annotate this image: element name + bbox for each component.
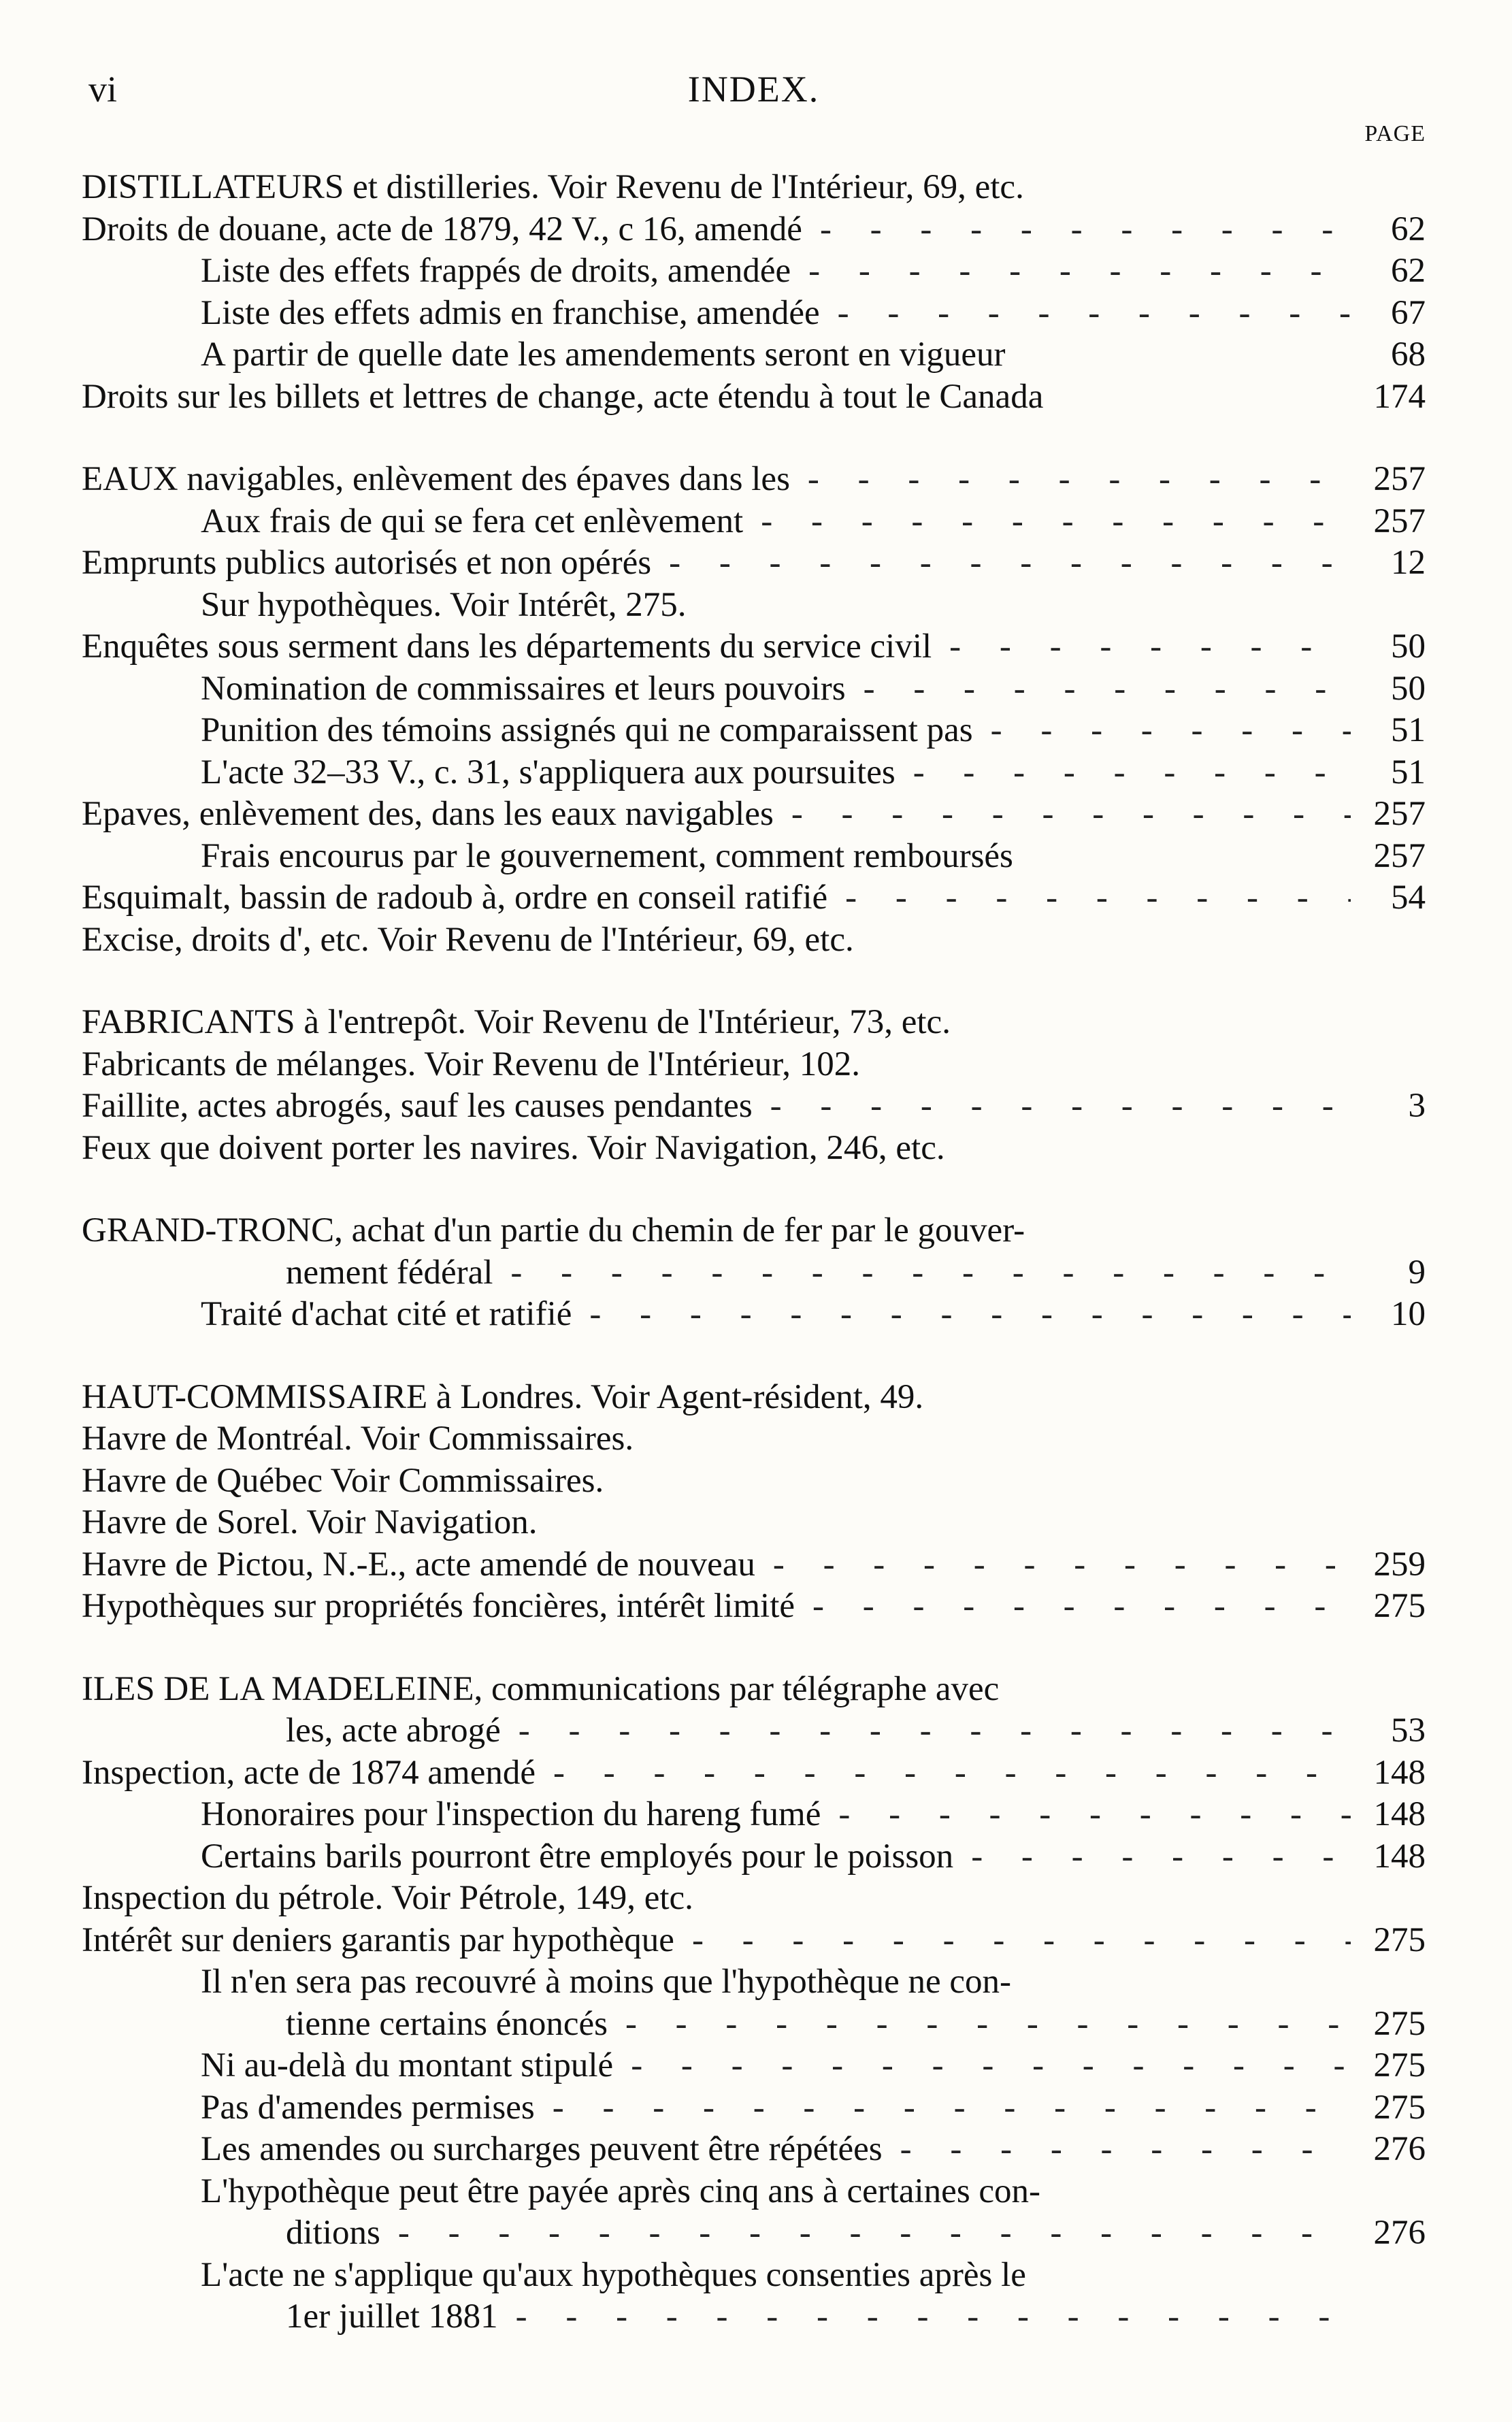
index-entry: ILES DE LA MADELEINE, communications par télégraphe avec	[82, 1669, 1000, 1708]
index-entry: Inspection, acte de 1874 amendé - - - 148	[82, 1752, 1426, 1795]
index-subentry: Nomination de commissaires et leurs pouvoirs - - - 50	[82, 668, 1426, 710]
index-subentry: Liste des effets frappés de droits, amendée - - - 62	[82, 250, 1426, 293]
index-entry: Havre de Montréal. Voir Commissaires.	[82, 1420, 634, 1458]
index-entry: HAUT-COMMISSAIRE à Londres. Voir Agent-résident, 49.	[82, 1377, 924, 1416]
index-entry: Havre de Québec Voir Commissaires.	[82, 1461, 604, 1500]
index-entry: EAUX navigables, enlèvement des épaves dans les - - - 257	[82, 459, 1426, 501]
index-subentry: Sur hypothèques. Voir Intérêt, 275.	[201, 585, 687, 624]
index-entry: Faillite, actes abrogés, sauf les causes pendantes - - - 3	[82, 1085, 1426, 1128]
index-entry: GRAND-TRONC, achat d'un partie du chemin de fer par le gouver-	[82, 1211, 1025, 1249]
index-subentry: Punition des témoins assignés qui ne comparaissent pas - - - 51	[82, 710, 1426, 752]
index-entry: Esquimalt, bassin de radoub à, ordre en conseil ratifié - - - 54	[82, 877, 1426, 919]
index-subentry: Certains barils pourront être employés pour le poisson - - - 148	[82, 1836, 1426, 1878]
index-subentry: Frais encourus par le gouvernement, comment remboursés 257	[201, 836, 1426, 875]
index-entry-continuation: nement fédéral - - - 9	[82, 1252, 1426, 1294]
index-entry: Feux que doivent porter les navires. Voir Navigation, 246, etc.	[82, 1128, 945, 1167]
index-entry: Enquêtes sous serment dans les départements du service civil - - - 50	[82, 626, 1426, 668]
index-page	[82, 68, 1426, 2338]
index-entry: Excise, droits d', etc. Voir Revenu de l'Intérieur, 69, etc.	[82, 920, 854, 959]
index-subentry: L'acte 32–33 V., c. 31, s'appliquera aux poursuites - - - 51	[82, 752, 1426, 794]
index-entries	[82, 167, 1426, 2338]
page-column-label: PAGE	[1364, 121, 1426, 146]
page-header	[82, 68, 1426, 146]
index-entry-continuation: ditions - - - 276	[82, 2212, 1426, 2255]
index-entry: Emprunts publics autorisés et non opérés - - - 12	[82, 542, 1426, 585]
index-entry: Hypothèques sur propriétés foncières, intérêt limité - - - 275	[82, 1586, 1426, 1628]
index-entry: FABRICANTS à l'entrepôt. Voir Revenu de l'Intérieur, 73, etc.	[82, 1003, 951, 1041]
index-subentry: Aux frais de qui se fera cet enlèvement - - - 257	[82, 501, 1426, 543]
index-entry: Inspection du pétrole. Voir Pétrole, 149, etc.	[82, 1879, 693, 1917]
index-entry: Epaves, enlèvement des, dans les eaux navigables - - - 257	[82, 793, 1426, 836]
index-entry: Fabricants de mélanges. Voir Revenu de l'Intérieur, 102.	[82, 1045, 860, 1083]
index-entry: Havre de Pictou, N.-E., acte amendé de nouveau - - - 259	[82, 1544, 1426, 1586]
index-subentry: Les amendes ou surcharges peuvent être répétées - - - 276	[82, 2129, 1426, 2171]
index-subentry: Liste des effets admis en franchise, amendée - - - 67	[82, 293, 1426, 335]
page-number: vi	[88, 69, 118, 110]
index-subentry: Honoraires pour l'inspection du hareng fumé - - - 148	[82, 1794, 1426, 1836]
index-subentry: Traité d'achat cité et ratifié - - - 10	[82, 1294, 1426, 1336]
index-subentry: Pas d'amendes permises - - - 275	[82, 2087, 1426, 2129]
index-subentry: Il n'en sera pas recouvré à moins que l'hypothèque ne con-	[201, 1963, 1011, 2001]
index-subentry: Ni au-delà du montant stipulé - - - 275	[82, 2045, 1426, 2087]
index-entry-continuation: 1er juillet 1881 - - -	[82, 2296, 1426, 2338]
index-entry: Intérêt sur deniers garantis par hypothèque - - - 275	[82, 1920, 1426, 1962]
index-entry: Droits de douane, acte de 1879, 42 V., c 16, amendé - - - 62	[82, 209, 1426, 251]
page-title: INDEX.	[687, 69, 820, 110]
index-entry-continuation: les, acte abrogé - - - 53	[82, 1710, 1426, 1752]
index-entry-continuation: tienne certains énoncés - - - 275	[82, 2003, 1426, 2046]
index-subentry: A partir de quelle date les amendements seront en vigueur 68	[201, 336, 1426, 374]
index-subentry: L'acte ne s'applique qu'aux hypothèques consenties après le	[201, 2255, 1026, 2294]
index-entry: Havre de Sorel. Voir Navigation.	[82, 1503, 538, 1541]
index-entry: DISTILLATEURS et distilleries. Voir Revenu de l'Intérieur, 69, etc.	[82, 168, 1024, 206]
index-entry: Droits sur les billets et lettres de change, acte étendu à tout le Canada 174	[82, 377, 1426, 416]
index-subentry: L'hypothèque peut être payée après cinq ans à certaines con-	[201, 2172, 1041, 2210]
